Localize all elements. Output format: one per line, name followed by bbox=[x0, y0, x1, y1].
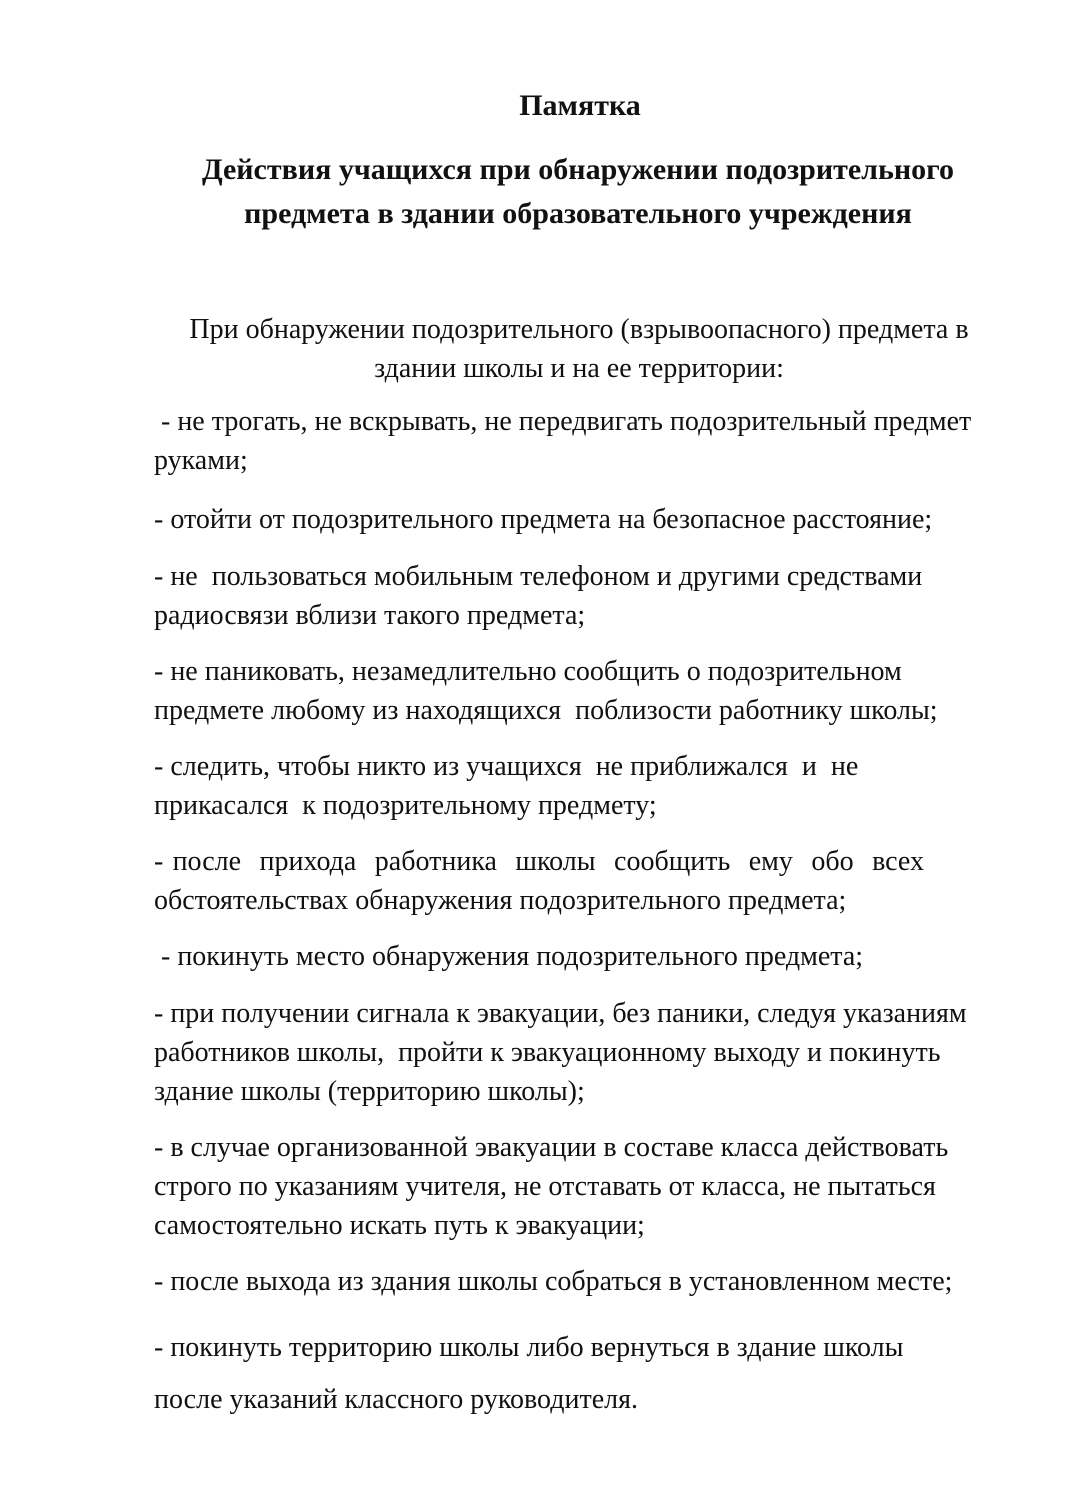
rule-item: - после прихода работника школы сообщить ему обо всех обстоятельствах обнаружения подозрительного предмета; bbox=[154, 846, 931, 916]
rule-item: - покинуть территорию школы либо вернуться в здание школы после указаний классного руководителя. bbox=[154, 1332, 911, 1415]
memo-title: Памятка bbox=[519, 89, 641, 122]
intro-paragraph: При обнаружении подозрительного (взрывоопасного) предмета в здании школы и на ее территории: bbox=[189, 314, 969, 384]
rule-item: - следить, чтобы никто из учащихся не приближался и не прикасался к подозрительному предмету; bbox=[154, 751, 866, 821]
rule-item: - после выхода из здания школы собраться в установленном месте; bbox=[154, 1266, 953, 1297]
rule-item: - не паниковать, незамедлительно сообщить о подозрительном предмете любому из находящихся поблизости работнику школы; bbox=[154, 656, 938, 726]
rule-item: - покинуть место обнаружения подозрительного предмета; bbox=[154, 941, 864, 972]
rule-item: - не трогать, не вскрывать, не передвигать подозрительный предмет руками; bbox=[154, 406, 979, 476]
rule-item: - при получении сигнала к эвакуации, без паники, следуя указаниям работников школы, пройти к эвакуационному выходу и покинуть здание школы (территорию школы); bbox=[154, 998, 974, 1107]
memo-subtitle: Действия учащихся при обнаружении подозрительного предмета в здании образовательного учреждения bbox=[201, 153, 955, 230]
rule-item: - отойти от подозрительного предмета на безопасное расстояние; bbox=[154, 504, 933, 535]
rule-item: - в случае организованной эвакуации в составе класса действовать строго по указаниям учителя, не отставать от класса, не пытаться самостоятельно искать путь к эвакуации; bbox=[154, 1132, 956, 1241]
rule-item: - не пользоваться мобильным телефоном и другими средствами радиосвязи вблизи такого предмета; bbox=[154, 561, 930, 631]
